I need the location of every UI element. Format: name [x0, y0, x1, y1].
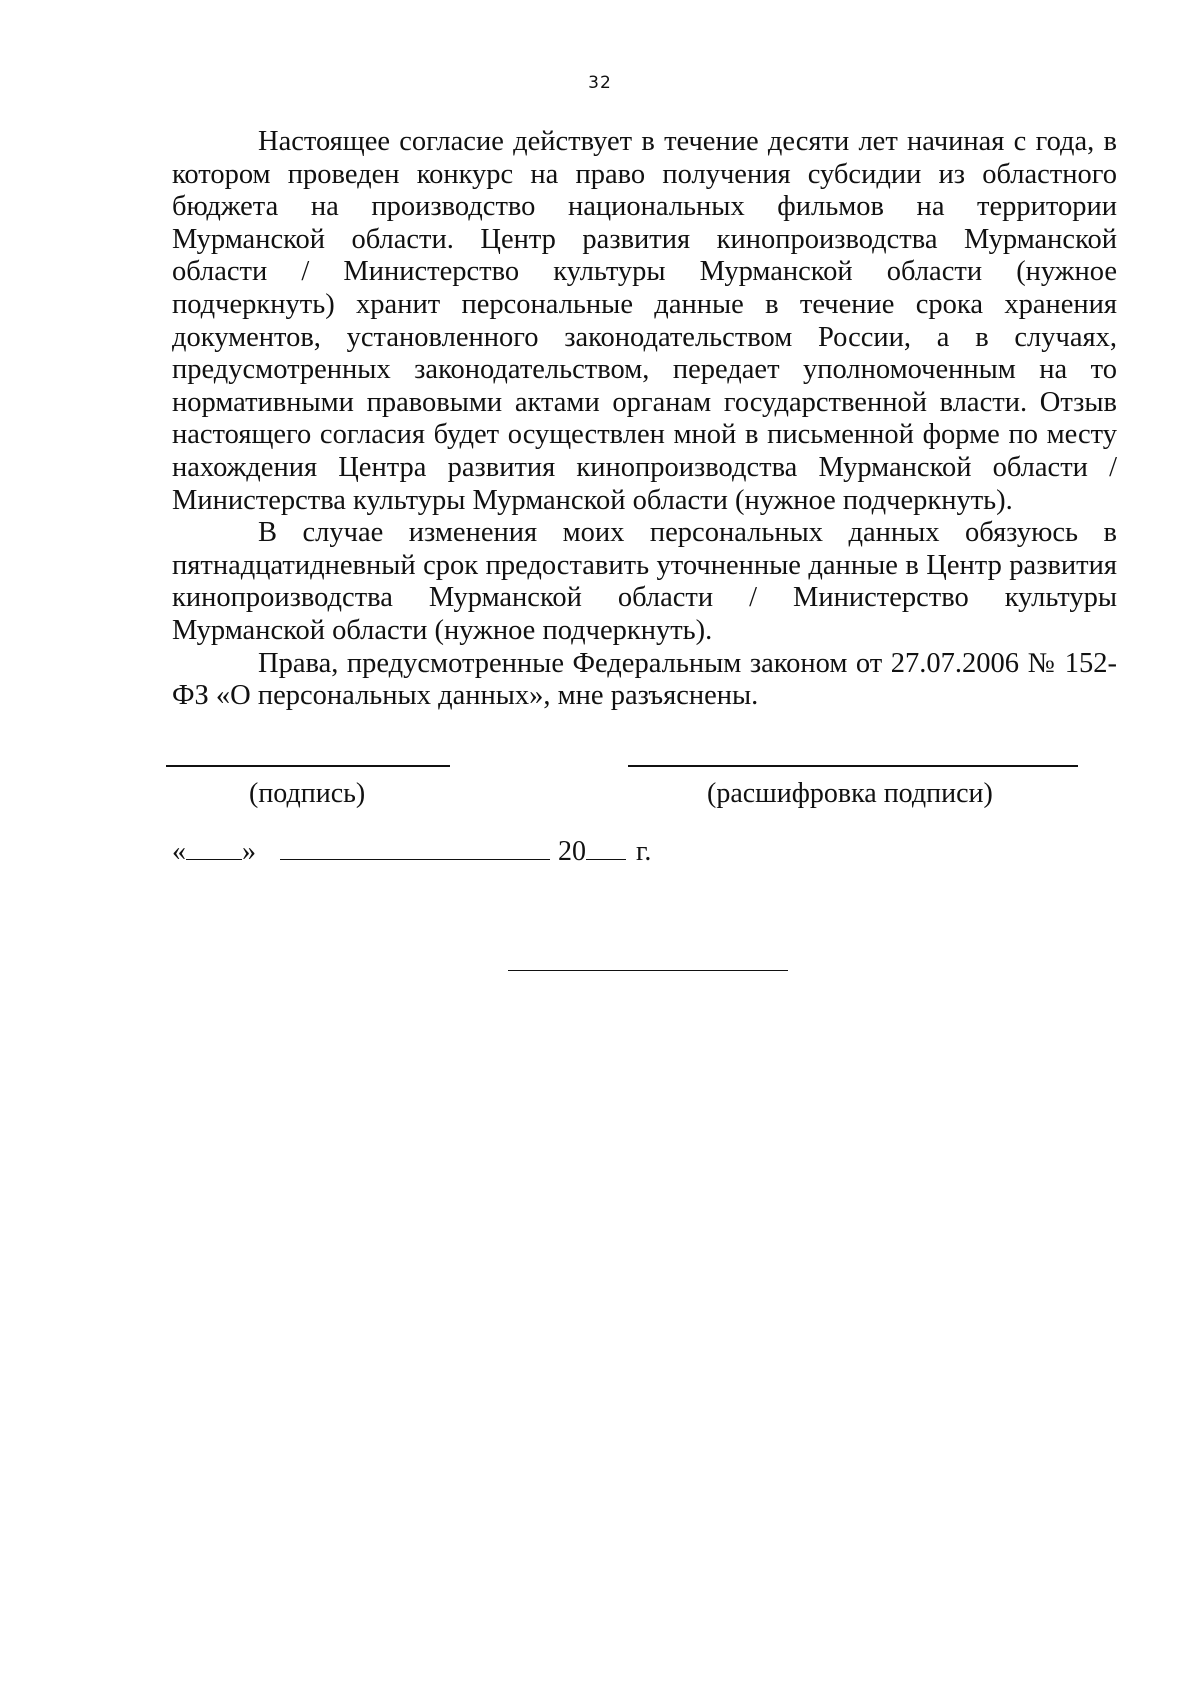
page-number: 32: [588, 73, 612, 93]
year-blank: [586, 837, 626, 860]
date-line: [172, 836, 651, 868]
signature-line: [166, 765, 450, 767]
paragraph-data-change: В случае изменения моих персональных данных обязуюсь в пятнадцатидневный срок предоставить уточненные данные в Центр развития кинопроизводства Мурманской области / Министерство культуры Мурманской области (нужное подчеркнуть).: [172, 517, 1117, 646]
year-suffix: г.: [636, 836, 652, 867]
paragraph-consent-term: Настоящее согласие действует в течение десяти лет начиная с года, в котором проведен конкурс на право получения субсидии из областного бюджета на производство национальных фильмов на территории Мурманской области. Центр развития кинопроизводства Мурманской области / Министерство культуры Мурманской области (нужное подчеркнуть) хранит персональные данные в течение срока хранения документов, установленного законодательством России, а в случаях, предусмотренных законодательством, передает уполномоченным на то нормативными правовыми актами органам государственной власти. Отзыв настоящего согласия будет осуществлен мной в письменной форме по месту нахождения Центра развития кинопроизводства Мурманской области / Министерства культуры Мурманской области (нужное подчеркнуть).: [172, 126, 1117, 516]
signature-label: (подпись): [249, 778, 366, 809]
month-blank: [280, 837, 550, 860]
paragraph-rights: Права, предусмотренные Федеральным законом от 27.07.2006 № 152-ФЗ «О персональных данных», мне разъяснены.: [172, 647, 1117, 712]
day-blank: [186, 837, 242, 860]
signature-decoding-line: [628, 765, 1078, 767]
date-open-quote: «: [172, 836, 186, 867]
year-prefix: 20: [558, 836, 586, 867]
signature-decoding-label: (расшифровка подписи): [707, 778, 993, 809]
end-divider-line: [508, 970, 788, 971]
date-close-quote: »: [242, 836, 256, 867]
consent-text: [172, 126, 1117, 713]
